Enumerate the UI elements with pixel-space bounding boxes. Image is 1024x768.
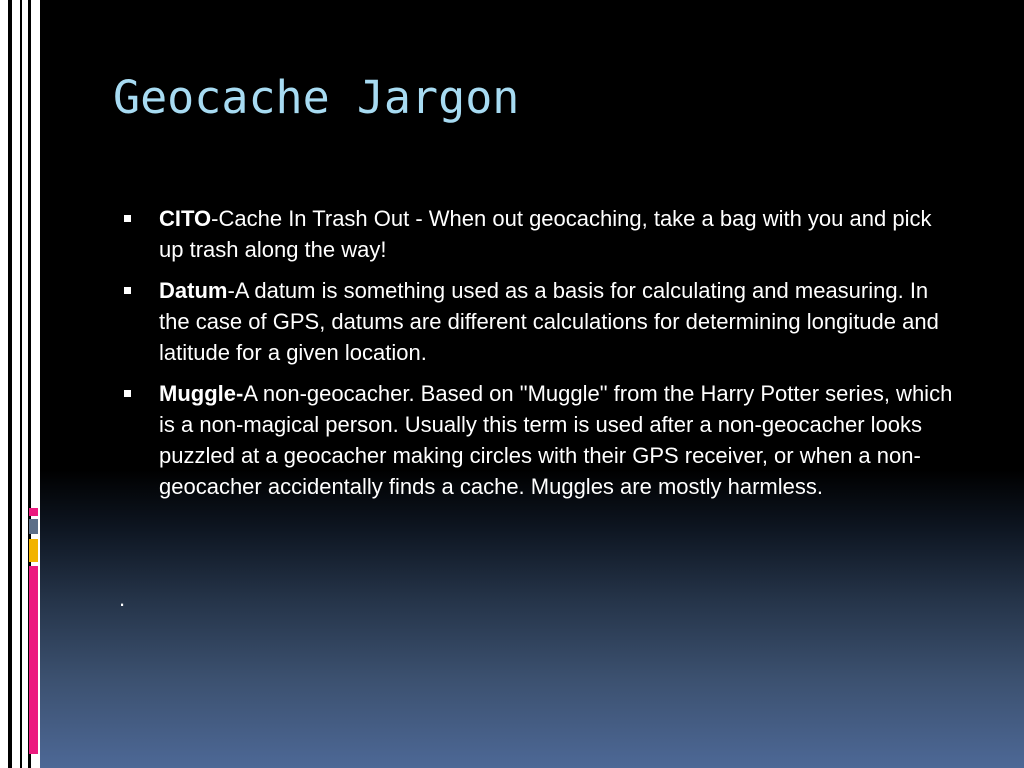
square-bullet-icon xyxy=(124,390,131,397)
bullet-item-cito xyxy=(122,203,962,265)
decorative-line xyxy=(8,0,12,768)
slide-body xyxy=(122,203,962,512)
term-definition: A non-geocacher. Based on "Muggle" from the Harry Potter series, which is a non-magical person. Usually this term is used after a non-geocacher looks puzzled at a geocacher making circles with their GPS receiver, or when a non-geocacher accidentally finds a cache. Muggles are mostly harmless. xyxy=(159,381,953,499)
term-definition: -Cache In Trash Out - When out geocaching, take a bag with you and pick up trash along the way! xyxy=(159,206,932,262)
term-label: CITO xyxy=(159,206,212,231)
bullet-item-datum xyxy=(122,275,962,368)
slide-title: Geocache Jargon xyxy=(113,71,520,124)
term-definition: -A datum is something used as a basis for calculating and measuring. In the case of GPS, datums are different calculations for determining longitude and latitude for a given location. xyxy=(159,278,939,365)
bullet-list xyxy=(122,203,962,502)
term-label: Datum xyxy=(159,278,228,303)
decorative-yellow-block xyxy=(29,539,38,562)
square-bullet-icon xyxy=(124,287,131,294)
decorative-left-strip xyxy=(0,0,40,768)
decorative-gray-block xyxy=(29,519,38,534)
trailing-period: . xyxy=(119,586,126,611)
term-label: Muggle- xyxy=(159,381,244,406)
square-bullet-icon xyxy=(124,215,131,222)
decorative-line xyxy=(20,0,22,768)
decorative-pink-bar xyxy=(29,566,38,754)
decorative-pink-block xyxy=(29,508,38,516)
bullet-item-muggle xyxy=(122,378,962,502)
